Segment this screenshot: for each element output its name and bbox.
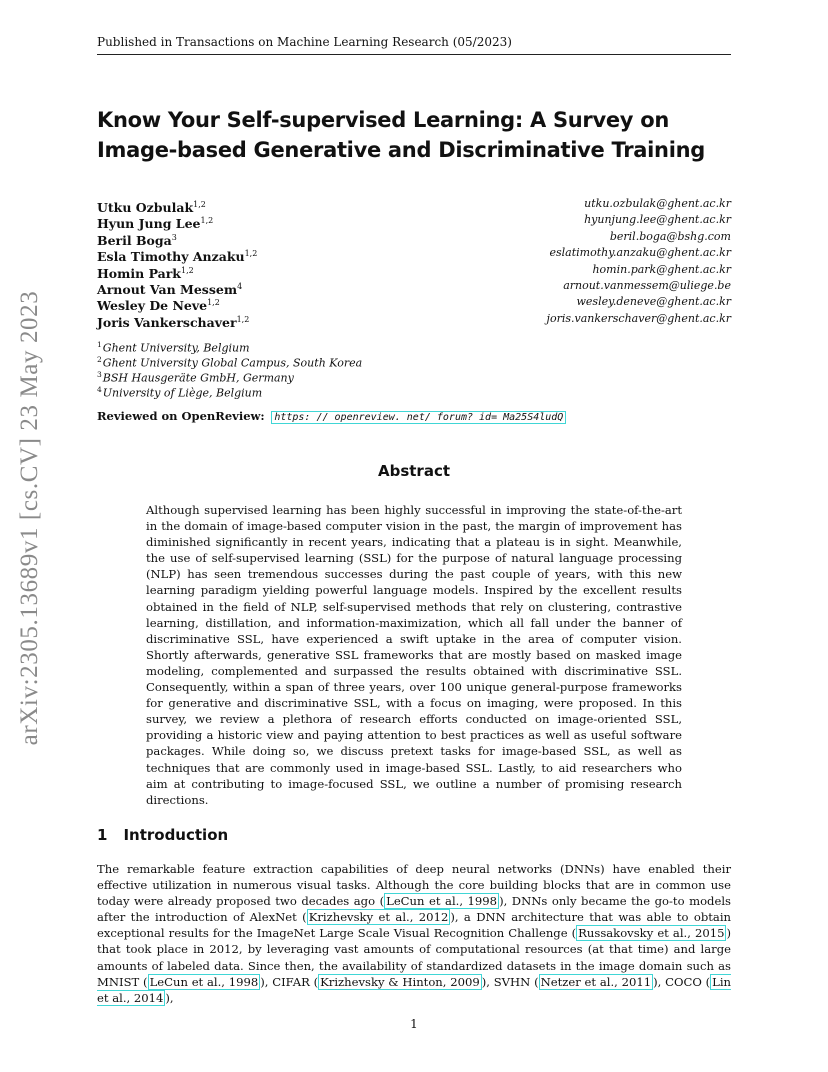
- author-name: Utku Ozbulak$^{1,2}$: [97, 199, 206, 215]
- abstract-heading: Abstract: [377, 462, 451, 480]
- author-row: [97, 230, 731, 246]
- author-name: Beril Boga$^3$: [97, 232, 177, 248]
- author-affiliation-marker: 1,2: [193, 199, 206, 209]
- section-number: 1: [97, 826, 108, 844]
- author-row: [97, 295, 731, 314]
- author-email[interactable]: beril.boga@bshg.com: [609, 229, 731, 243]
- affiliation-item: $^1$Ghent University, Belgium: [97, 340, 250, 355]
- affiliation-list: [97, 337, 363, 400]
- author-name: Esla Timothy Anzaku$^{1,2}$: [97, 249, 258, 265]
- author-row: [97, 213, 731, 232]
- affiliation-item: $^2$Ghent University Global Campus, South Korea: [97, 355, 363, 370]
- author-email[interactable]: eslatimothy.anzaku@ghent.ac.kr: [549, 246, 731, 260]
- author-name: Hyun Jung Lee$^{1,2}$: [97, 216, 214, 232]
- citation-link[interactable]: Lin et al., 2014: [97, 974, 731, 1005]
- introduction-paragraph: The remarkable feature extraction capabilities of deep neural networks (DNNs) have enabled their effective utilization in numerous visual tasks. Although the core building blocks that are in common use today were already proposed two decades ago ( LeCun et al., 1998 ), DNNs only became the go-to models after the introduction of AlexNet ( Krizhevsky et al., 2012 ), a DNN architecture that was able to obtain exceptional results for the ImageNet Large Scale Visual Recognition Challenge ( Russakovsky et al., 2015 ) that took place in 2012, by leveraging vast amounts of computational resources (at that time) and large amounts of labeled data. Since then, the availability of standardized datasets in the image domain such as MNIST ( LeCun et al., 1998 ), CIFAR ( Krizhevsky & Hinton, 2009 ), SVHN ( Netzer et al., 2011 ), COCO ( Lin et al., 2014 ),: [97, 862, 732, 1005]
- citation-link[interactable]: LeCun et al., 1998: [149, 974, 259, 989]
- author-row: [97, 246, 731, 265]
- openreview-line: [97, 409, 566, 423]
- author-row: [97, 263, 731, 279]
- author-affiliation-marker: 3: [171, 232, 177, 242]
- author-name: Homin Park$^{1,2}$: [97, 265, 194, 281]
- section-heading-introduction: [97, 826, 228, 844]
- arxiv-identifier-text: arXiv:2305.13689v1 [cs.CV] 23 May 2023: [16, 290, 43, 746]
- author-affiliation-marker: 1,2: [236, 314, 250, 324]
- author-row: [97, 312, 731, 328]
- citation-link[interactable]: Krizhevsky et al., 2012: [308, 910, 449, 925]
- author-name: Joris Vankerschaver$^{1,2}$: [97, 314, 250, 330]
- affiliation-item: $^3$BSH Hausgeräte GmbH, Germany: [97, 370, 294, 385]
- paper-title-line-2: Image-based Generative and Discriminative Training: [97, 138, 705, 162]
- citation-link[interactable]: Krizhevsky & Hinton, 2009: [320, 974, 480, 989]
- author-email[interactable]: arnout.vanmessem@uliege.be: [563, 278, 731, 292]
- author-affiliation-marker: 1,2: [200, 216, 214, 226]
- author-row: [97, 197, 731, 213]
- author-email[interactable]: joris.vankerschaver@ghent.ac.kr: [546, 311, 731, 325]
- author-email[interactable]: utku.ozbulak@ghent.ac.kr: [584, 197, 731, 210]
- author-name: Arnout Van Messem$^4$: [97, 281, 243, 297]
- section-title: Introduction: [123, 826, 229, 844]
- author-list: [97, 197, 731, 328]
- author-email[interactable]: wesley.deneve@ghent.ac.kr: [576, 295, 731, 309]
- citation-link[interactable]: LeCun et al., 1998: [386, 894, 498, 909]
- author-row: [97, 279, 731, 295]
- author-affiliation-marker: 1,2: [207, 298, 220, 308]
- author-affiliation-marker: 4: [237, 281, 243, 291]
- openreview-label: Reviewed on OpenReview:: [97, 409, 265, 423]
- author-name: Wesley De Neve$^{1,2}$: [97, 298, 220, 314]
- author-email[interactable]: homin.park@ghent.ac.kr: [592, 262, 731, 276]
- citation-link[interactable]: Russakovsky et al., 2015: [578, 926, 725, 941]
- arxiv-identifier-stamp: [8, 268, 52, 768]
- author-email[interactable]: hyunjung.lee@ghent.ac.kr: [584, 213, 731, 227]
- running-head: Published in Transactions on Machine Learning Research (05/2023): [97, 35, 731, 55]
- openreview-link[interactable]: https: // openreview. net/ forum? id= Ma25S4ludQ: [271, 411, 566, 424]
- affiliation-item: $^4$University of Liège, Belgium: [97, 385, 263, 400]
- author-affiliation-marker: 1,2: [180, 265, 194, 275]
- citation-link[interactable]: Netzer et al., 2011: [540, 974, 652, 989]
- abstract-body: Although supervised learning has been highly successful in improving the state-of-the-art in the domain of image-based computer vision in the past, the margin of improvement has diminished significantly in recent years, indicating that a plateau is in sight. Meanwhile, the use of self-supervised learning (SSL) for the purpose of natural language processing (NLP) has seen tremendous successes during the past couple of years, with this new learning paradigm yielding powerful language models. Inspired by the excellent results obtained in the field of NLP, self-supervised methods that rely on clustering, contrastive learning, distillation, and information-maximization, which all fall under the banner of discriminative SSL, have experienced a swift uptake in the area of computer vision. Shortly afterwards, generative SSL frameworks that are mostly based on masked image modeling, complemented and surpassed the results obtained with discriminative SSL. Consequently, within a span of three years, over 100 unique general-purpose frameworks for generative and discriminative SSL, with a focus on imaging, were proposed. In this survey, we review a plethora of research efforts conducted on image-oriented SSL, providing a historic view and paying attention to best practices as well as useful software packages. While doing so, we discuss pretext tasks for image-based SSL, as well as techniques that are commonly used in image-based SSL. Lastly, to aid researchers who aim at contributing to image-focused SSL, we outline a number of promising research directions.: [146, 503, 682, 807]
- page-number: 1: [410, 1017, 418, 1031]
- paper-title-line-1: Know Your Self-supervised Learning: A Survey on: [97, 108, 669, 132]
- paper-title: [97, 105, 737, 165]
- author-affiliation-marker: 1,2: [244, 249, 258, 259]
